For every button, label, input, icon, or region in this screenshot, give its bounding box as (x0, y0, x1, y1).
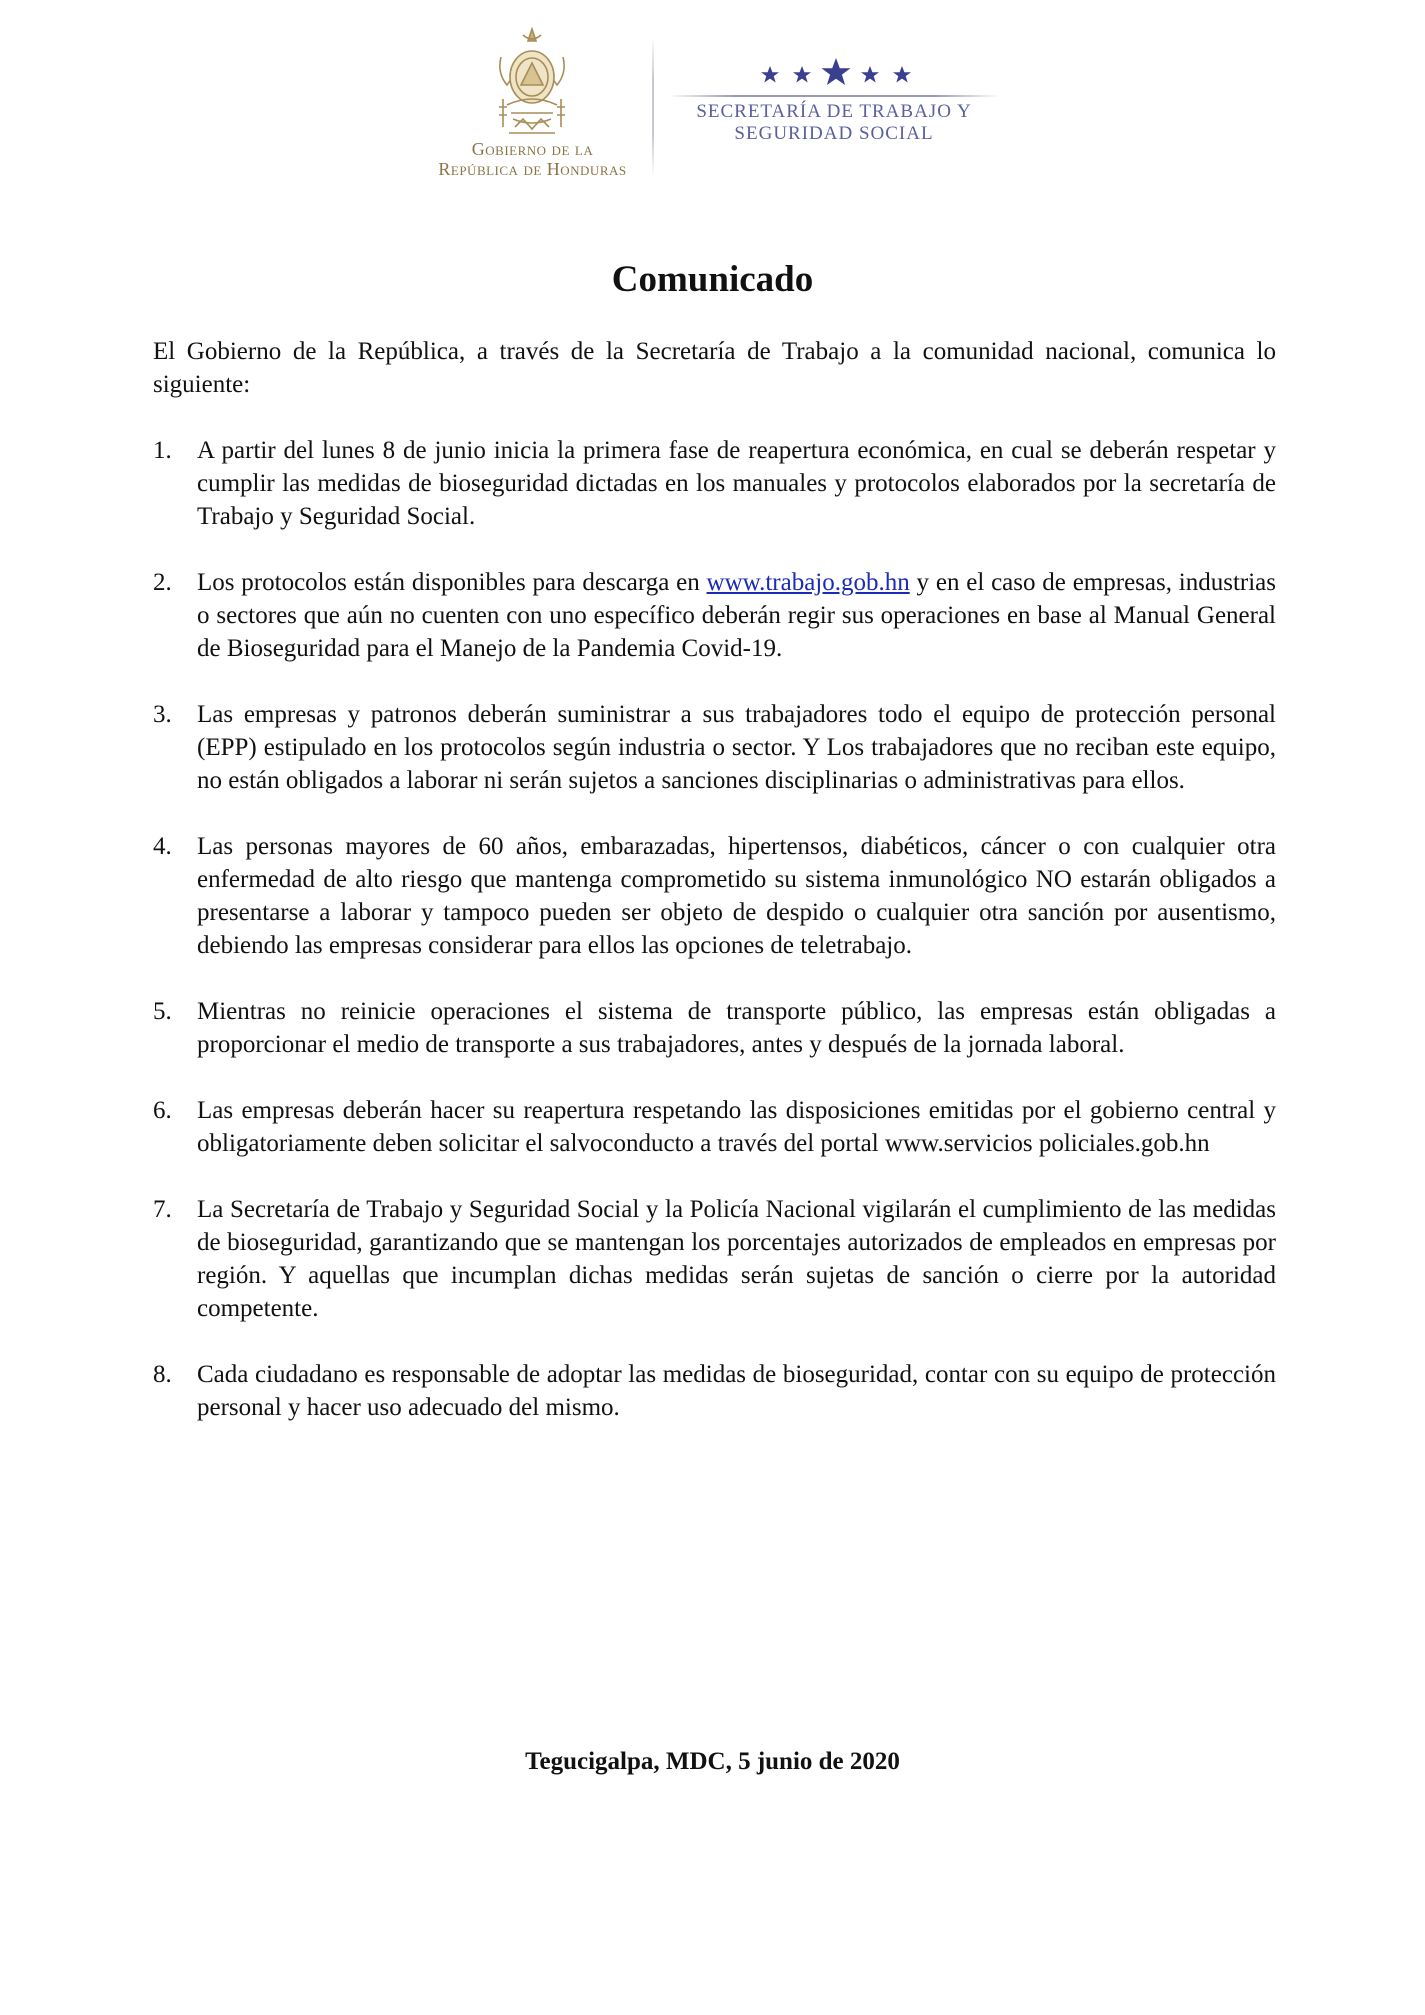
government-logo (425, 25, 640, 185)
secretariat-name-line-1: SECRETARÍA DE TRABAJO Y (696, 101, 972, 122)
list-item-text-before-link: Los protocolos están disponibles para descarga en (197, 569, 707, 596)
place-and-date: Tegucigalpa, MDC, 5 junio de 2020 (525, 1748, 900, 1775)
logo-divider (652, 37, 654, 177)
list-item-number: 2. (153, 569, 172, 596)
list-item-number: 5. (153, 998, 172, 1025)
secretariat-rule (668, 95, 1000, 97)
government-name-line-2: República de Honduras (438, 159, 627, 179)
secretariat-logo (668, 55, 1008, 175)
honduras-coat-of-arms-icon (493, 27, 571, 139)
trabajo-website-link[interactable]: www.trabajo.gob.hn (706, 569, 910, 596)
secretariat-name-line-2: SEGURIDAD SOCIAL (734, 123, 934, 144)
intro-paragraph: El Gobierno de la República, a través de la Secretaría de Trabajo a la comunidad nacional, comunica lo siguiente: (153, 338, 1276, 398)
list-item-text: Las empresas y patronos deberán suministrar a sus trabajadores todo el equipo de protección personal (EPP) estipulado en los protocolos según industria o sector. Y Los trabajadores que no reciban este equipo, no están obligados a laborar ni serán sujetos a sanciones disciplinarias o administrativas para ellos. (197, 701, 1276, 794)
list-item-text: Cada ciudadano es responsable de adoptar las medidas de bioseguridad, contar con su equipo de protección personal y hacer uso adecuado del mismo. (197, 1361, 1276, 1421)
list-item-text: Las empresas deberán hacer su reapertura respetando las disposiciones emitidas por el gobierno central y obligatoriamente deben solicitar el salvoconducto a través del portal www.servicios policiales.gob.hn (197, 1097, 1276, 1157)
list-item (153, 1358, 1276, 1424)
list-item-number: 4. (153, 833, 172, 860)
list-item (153, 995, 1276, 1061)
letterhead (0, 25, 1425, 185)
list-item-number: 6. (153, 1097, 172, 1124)
list-item-text-after-link: y en el caso de empresas, industrias o sectores que aún no cuenten con uno específico deberán regir sus operaciones en base al Manual General de Bioseguridad para el Manejo de la Pandemia Covid-19. (197, 569, 1276, 662)
list-item-number: 3. (153, 701, 172, 728)
list-item-text: Mientras no reinicie operaciones el sistema de transporte público, las empresas están obligadas a proporcionar el medio de transporte a sus trabajadores, antes y después de la jornada laboral. (197, 998, 1276, 1058)
list-item-text: Las personas mayores de 60 años, embarazadas, hipertensos, diabéticos, cáncer o con cualquier otra enfermedad de alto riesgo que mantenga comprometido su sistema inmunológico NO estarán obligados a presentarse a laborar y tampoco pueden ser objeto de despido o cualquier otra sanción por ausentismo, debiendo las empresas considerar para ellos las opciones de teletrabajo. (197, 833, 1276, 959)
list-item-number: 1. (153, 437, 172, 464)
list-item (153, 698, 1276, 797)
document-title: Comunicado (611, 259, 814, 300)
list-item (153, 1193, 1276, 1325)
list-item (153, 566, 1276, 665)
list-item (153, 830, 1276, 962)
document-body (153, 335, 1276, 1457)
government-name-line-1: Gobierno de la (471, 139, 594, 159)
list-item (153, 1094, 1276, 1160)
list-item-text: A partir del lunes 8 de junio inicia la primera fase de reapertura económica, en cual se deberán respetar y cumplir las medidas de bioseguridad dictadas en los manuales y protocolos elaborados por la secretaría de Trabajo y Seguridad Social. (197, 437, 1276, 530)
five-stars-icon (756, 55, 916, 89)
list-item-text: La Secretaría de Trabajo y Seguridad Social y la Policía Nacional vigilarán el cumplimiento de las medidas de bioseguridad, garantizando que se mantengan los porcentajes autorizados de empleados en empresas por región. Y aquellas que incumplan dichas medidas serán sujetas de sanción o cierre por la autoridad competente. (197, 1196, 1276, 1322)
numbered-list (153, 434, 1276, 1424)
list-item-number: 7. (153, 1196, 172, 1223)
list-item (153, 434, 1276, 533)
list-item-number: 8. (153, 1361, 172, 1388)
